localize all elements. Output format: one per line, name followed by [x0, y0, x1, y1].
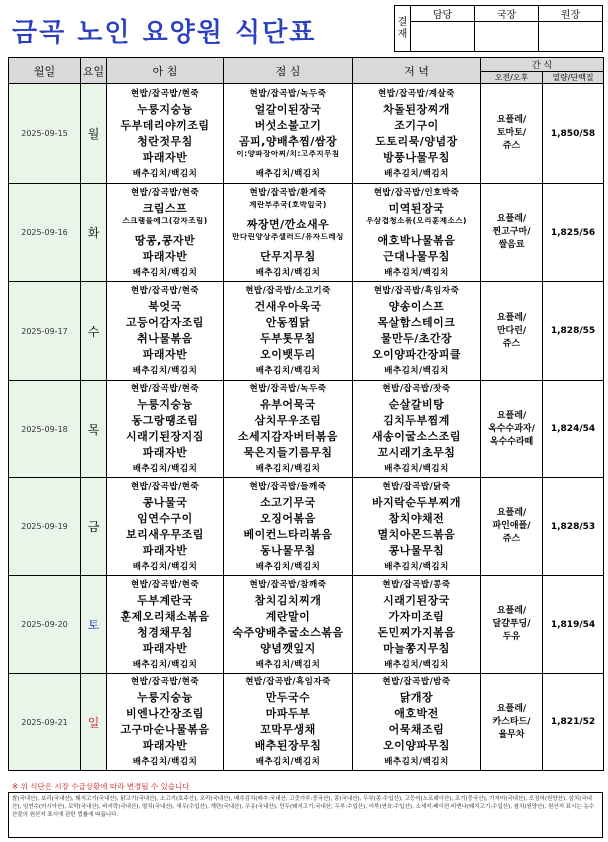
lunch-item: 만다린양상추샐러드/유자드레싱	[232, 232, 344, 241]
lunch-item: 배추김치/백김치	[255, 659, 321, 670]
kcal-protein-cell: 1,824/54	[543, 381, 604, 478]
lunch-item: 소고기무국	[260, 495, 316, 509]
breakfast-item: 현밥/잡곡밥/현죽	[130, 579, 200, 590]
lunch-item: 오이뱃두리	[260, 348, 316, 361]
kcal-protein-cell: 1,828/55	[543, 282, 604, 381]
lunch-item: 오징어볶음	[260, 511, 316, 525]
snack-cell: 요플레/ 달걀푸딩/ 두유	[481, 576, 543, 674]
breakfast-item: 배추김치/백김치	[132, 168, 198, 179]
col-dow-header: 요일	[81, 58, 107, 84]
breakfast-item: 현밥/잡곡밥/현죽	[130, 677, 200, 687]
snack-cell: 요플레/ 찐고구마/ 쌀음료	[481, 184, 543, 282]
dinner-item: 애호박전	[394, 707, 439, 720]
day-of-week: 월	[81, 84, 107, 184]
col-date-header: 월일	[9, 58, 81, 84]
breakfast-item: 배추김치/백김치	[132, 659, 198, 670]
lunch-item: 현밥/잡곡밥/참깨죽	[249, 579, 327, 590]
day-date: 2025-09-20	[9, 576, 81, 674]
lunch-cell	[224, 184, 353, 282]
snack-cell: 요플레/ 카스타드/ 율무차	[481, 674, 543, 771]
dinner-item: 어묵채조림	[388, 723, 445, 736]
breakfast-item: 현밥/잡곡밥/현죽	[130, 384, 200, 394]
header	[0, 0, 608, 56]
lunch-item: 배추김치/백김치	[255, 366, 321, 376]
snack-cell: 요플레/ 토마토/ 쥬스	[481, 84, 543, 184]
lunch-item: 현밥/잡곡밥/환게죽	[249, 187, 327, 198]
lunch-item: 두부톳무침	[260, 332, 316, 345]
lunch-item: 묵은지들기름무침	[243, 446, 333, 459]
day-of-week: 수	[81, 282, 107, 381]
dinner-cell	[353, 478, 481, 576]
lunch-item: 계란말이	[265, 609, 311, 623]
breakfast-item: 비엔나간장조림	[126, 707, 204, 720]
lunch-item: 배추김치/백김치	[255, 168, 321, 179]
kcal-protein-cell: 1,825/56	[543, 184, 604, 282]
lunch-item: 베이컨느타리볶음	[243, 527, 333, 541]
kcal-protein-cell: 1,828/53	[543, 478, 604, 576]
breakfast-cell	[107, 381, 224, 478]
snack-cell: 요플레/ 옥수수과자/ 옥수수라떼	[481, 381, 543, 478]
dinner-item: 오이양파간장피클	[371, 348, 461, 361]
col-dinner-header: 저 녁	[353, 58, 481, 84]
lunch-cell	[224, 674, 353, 771]
lunch-item: 이:양파장아찌/치:고추지무침	[236, 149, 340, 158]
col-snack-header: 오전/오후	[481, 72, 543, 84]
lunch-item: 마파두부	[265, 707, 311, 720]
lunch-item: 건새우아욱국	[254, 300, 322, 313]
dinner-item: 현밥/잡곡밥/인호박죽	[373, 187, 460, 198]
lunch-item: 꼬막무생채	[260, 723, 316, 736]
day-of-week: 목	[81, 381, 107, 478]
lunch-item: 삼치무우조림	[254, 414, 322, 427]
dinner-item: 양송이스프	[388, 300, 445, 313]
lunch-item: 동나물무침	[260, 543, 316, 557]
lunch-item: 곰피,양배추찜/쌈장	[238, 134, 338, 148]
dinner-item: 배추김치/백김치	[384, 267, 449, 278]
breakfast-item: 파래자반	[142, 150, 188, 164]
dinner-item: 멸치아몬드볶음	[377, 527, 456, 541]
breakfast-item: 스크램블에그(감자조림)	[122, 216, 208, 225]
breakfast-item: 파래자반	[142, 249, 188, 263]
breakfast-item: 배추김치/백김치	[132, 464, 198, 474]
breakfast-item: 누룽지숭늉	[137, 691, 193, 704]
table-row	[9, 184, 604, 282]
lunch-cell	[224, 84, 353, 184]
breakfast-item: 훈제오리채소볶음	[120, 609, 210, 623]
breakfast-cell	[107, 674, 224, 771]
dinner-item: 방풍나물무침	[383, 150, 450, 164]
lunch-item: 소세지감자버터볶음	[237, 430, 339, 443]
approval-sign-director[interactable]	[475, 22, 539, 52]
table-row	[9, 381, 604, 478]
breakfast-item: 고구마순나물볶음	[120, 723, 210, 736]
dinner-item: 꼬시래기초무침	[377, 446, 456, 459]
dinner-item: 닭개장	[399, 691, 434, 704]
lunch-cell	[224, 381, 353, 478]
col-kcal-header: 열량/단백질	[543, 72, 604, 84]
snack-cell: 요플레/ 파인애플/ 쥬스	[481, 478, 543, 576]
dinner-cell	[353, 674, 481, 771]
dinner-item: 순살갈비탕	[388, 398, 445, 411]
breakfast-item: 배추김치/백김치	[132, 267, 198, 278]
dinner-item: 가자미조림	[388, 609, 445, 623]
approval-col-staff: 담당	[411, 6, 475, 22]
table-row	[9, 84, 604, 184]
breakfast-cell	[107, 478, 224, 576]
breakfast-item: 동그랑땡조림	[131, 414, 199, 427]
day-date: 2025-09-18	[9, 381, 81, 478]
menu-body	[9, 84, 604, 771]
breakfast-item: 현밥/잡곡밥/현죽	[130, 481, 200, 492]
lunch-item: 안동찜닭	[265, 316, 311, 329]
dinner-item: 목살함스테이크	[377, 316, 456, 329]
dinner-item: 오이양파무침	[383, 739, 450, 752]
breakfast-cell	[107, 184, 224, 282]
dinner-cell	[353, 84, 481, 184]
lunch-item: 배추된장무침	[254, 739, 322, 752]
breakfast-cell	[107, 84, 224, 184]
dinner-item: 배추김치/백김치	[384, 659, 449, 670]
dinner-item: 새송이굴소스조림	[371, 430, 461, 443]
breakfast-item: 청란젓무침	[137, 134, 193, 148]
breakfast-item: 콩나물국	[142, 495, 188, 509]
table-row	[9, 576, 604, 674]
col-snack-group-header: 간 식	[481, 58, 604, 72]
breakfast-item: 두부데리야끼조림	[120, 118, 210, 132]
lunch-item: 양념깻잎지	[260, 641, 316, 655]
breakfast-item: 땅콩,콩자반	[134, 233, 196, 247]
lunch-item: 현밥/잡곡밥/흑임자죽	[245, 677, 331, 687]
lunch-item: 유부어묵국	[260, 398, 316, 411]
table-row	[9, 282, 604, 381]
lunch-item: 만두국수	[265, 691, 311, 704]
dinner-cell	[353, 576, 481, 674]
approval-sign-staff[interactable]	[411, 22, 475, 52]
approval-sign-head[interactable]	[539, 22, 603, 52]
table-row	[9, 674, 604, 771]
breakfast-item: 파래자반	[142, 739, 188, 752]
lunch-item: 얼갈이된장국	[254, 102, 322, 116]
dinner-item: 현밥/잡곡밥/밤죽	[382, 677, 451, 687]
breakfast-item: 배추김치/백김치	[132, 561, 198, 572]
dinner-item: 차돌된장찌개	[383, 102, 450, 116]
lunch-item: 현밥/잡곡밥/녹두죽	[249, 88, 327, 99]
day-of-week: 일	[81, 674, 107, 771]
breakfast-item: 크림스프	[142, 201, 188, 215]
dinner-item: 조기구이	[394, 118, 439, 132]
dinner-cell	[353, 381, 481, 478]
breakfast-item: 배추김치/백김치	[132, 757, 198, 767]
day-date: 2025-09-15	[9, 84, 81, 184]
dinner-item: 시래기된장국	[383, 593, 450, 607]
breakfast-item: 파래자반	[142, 641, 188, 655]
col-lunch-header: 점 심	[224, 58, 353, 84]
menu-table	[8, 57, 604, 771]
lunch-item: 단무지무침	[260, 249, 316, 263]
breakfast-item: 임연수구이	[137, 511, 193, 525]
dinner-item: 마늘쫑지무침	[383, 641, 450, 655]
breakfast-item: 취나물볶음	[137, 332, 193, 345]
day-date: 2025-09-19	[9, 478, 81, 576]
breakfast-item: 북엇국	[148, 300, 182, 313]
approval-side-label: 결 재	[395, 6, 411, 52]
breakfast-cell	[107, 576, 224, 674]
breakfast-cell	[107, 282, 224, 381]
dinner-item: 배추김치/백김치	[384, 168, 449, 179]
lunch-item: 버섯소불고기	[254, 118, 322, 132]
kcal-protein-cell: 1,850/58	[543, 84, 604, 184]
day-of-week: 토	[81, 576, 107, 674]
breakfast-item: 현밥/잡곡밥/현죽	[130, 286, 200, 296]
lunch-cell	[224, 282, 353, 381]
breakfast-item: 보리새우무조림	[126, 527, 204, 541]
dinner-item: 애호박나물볶음	[377, 233, 456, 247]
lunch-item: 참치김치찌개	[254, 593, 322, 607]
dinner-item: 배추김치/백김치	[384, 366, 449, 376]
breakfast-item: 누룽지숭늉	[137, 102, 193, 116]
dinner-item: 도토리묵/양념장	[375, 134, 458, 148]
dinner-item: 배추김치/백김치	[384, 561, 449, 572]
dinner-item: 미역된장국	[388, 201, 445, 215]
dinner-item: 참치야채전	[388, 511, 445, 525]
breakfast-item: 두부계란국	[137, 593, 193, 607]
lunch-item: 현밥/잡곡밥/들깨죽	[249, 481, 327, 492]
lunch-item: 배추김치/백김치	[255, 267, 321, 278]
breakfast-item: 파래자반	[142, 543, 188, 557]
breakfast-item: 현밥/잡곡밥/현죽	[130, 187, 200, 198]
breakfast-item: 시래기된장지짐	[126, 430, 204, 443]
lunch-item: 현밥/잡곡밥/소고기죽	[245, 286, 331, 296]
breakfast-item: 파래자반	[142, 446, 188, 459]
dinner-item: 돈민찌가지볶음	[377, 625, 456, 639]
dinner-cell	[353, 282, 481, 381]
page-title: 금곡 노인 요양원 식단표	[12, 18, 317, 48]
change-notice: ※ 위 식단은 시장 수급상황에 따라 변경될 수 있습니다	[12, 782, 190, 791]
day-of-week: 금	[81, 478, 107, 576]
lunch-item: 배추김치/백김치	[255, 464, 321, 474]
kcal-protein-cell: 1,821/52	[543, 674, 604, 771]
lunch-cell	[224, 576, 353, 674]
breakfast-item: 파래자반	[142, 348, 188, 361]
lunch-item: 짜장면/깐쇼새우	[246, 217, 330, 231]
day-date: 2025-09-21	[9, 674, 81, 771]
breakfast-item: 누룽지숭늉	[137, 398, 193, 411]
table-row	[9, 478, 604, 576]
dinner-item: 물만두/초간장	[380, 332, 453, 345]
snack-cell: 요플레/ 만다린/ 쥬스	[481, 282, 543, 381]
lunch-cell	[224, 478, 353, 576]
lunch-item: 배추김치/백김치	[255, 561, 321, 572]
dinner-item: 현밥/잡곡밥/계살죽	[378, 88, 455, 99]
day-of-week: 화	[81, 184, 107, 282]
dinner-item: 배추김치/백김치	[384, 757, 449, 767]
col-breakfast-header: 아 침	[107, 58, 224, 84]
breakfast-item: 배추김치/백김치	[132, 366, 198, 376]
breakfast-item: 현밥/잡곡밥/현죽	[130, 88, 200, 99]
lunch-item: 현밥/잡곡밥/녹두죽	[249, 384, 327, 394]
dinner-item: 현밥/잡곡밥/닭죽	[382, 481, 451, 492]
day-date: 2025-09-17	[9, 282, 81, 381]
breakfast-item: 청경채무침	[137, 625, 193, 639]
day-date: 2025-09-16	[9, 184, 81, 282]
dinner-item: 김치두부찜계	[383, 414, 450, 427]
approval-box	[394, 5, 603, 52]
approval-col-director: 국장	[475, 6, 539, 22]
dinner-cell	[353, 184, 481, 282]
kcal-protein-cell: 1,819/54	[543, 576, 604, 674]
dinner-item: 우삼겹청소볶(오리훈제소스)	[366, 216, 467, 225]
dinner-item: 현밥/잡곡밥/흑임자죽	[373, 286, 460, 296]
lunch-item: 숙주양배추굴소스볶음	[232, 625, 344, 639]
approval-col-head: 원장	[539, 6, 603, 22]
dinner-item: 콩나물무침	[388, 543, 445, 557]
breakfast-item: 고등어감자조림	[126, 316, 204, 329]
dinner-item: 현밥/잡곡밥/콩죽	[382, 579, 451, 590]
lunch-item: 계란부추국(호박잎국)	[249, 200, 327, 209]
dinner-item: 배추김치/백김치	[384, 464, 449, 474]
lunch-item: 배추김치/백김치	[255, 757, 321, 767]
dinner-item: 근대나물무침	[383, 249, 450, 263]
dinner-item: 바지락순두부찌개	[371, 495, 461, 509]
origin-info: 쌀(국내산), 보리(국내산), 돼지고기(국내산), 닭고기(국내산), 소고기(호주산), 오리(국내산), 배추김치(배추:국내산, 고춧가루:중국산), 콩(국내산), 두부(콩:수입산), 고등어(노르웨이산), 조기(중국산), 가자미(국내산), 오징어(원양산), 삼치(국내산), 임연수(러시아산), 꼬막(국내산), 바지락(국내산), 멸치(국내산), 새우(수입산), 계란(국내산), 우유(국내산), 만두(돼지고기:국내산, 두부:수입산), 어묵(연육:수입산), 소세지·베이컨·비엔나(돼지고기:수입산), 참치(원양산), 원산지 표시는 농수산물의 원산지 표시에 관한 법률에 따릅니다.	[8, 792, 603, 838]
dinner-item: 현밥/잡곡밥/잣죽	[382, 384, 451, 394]
